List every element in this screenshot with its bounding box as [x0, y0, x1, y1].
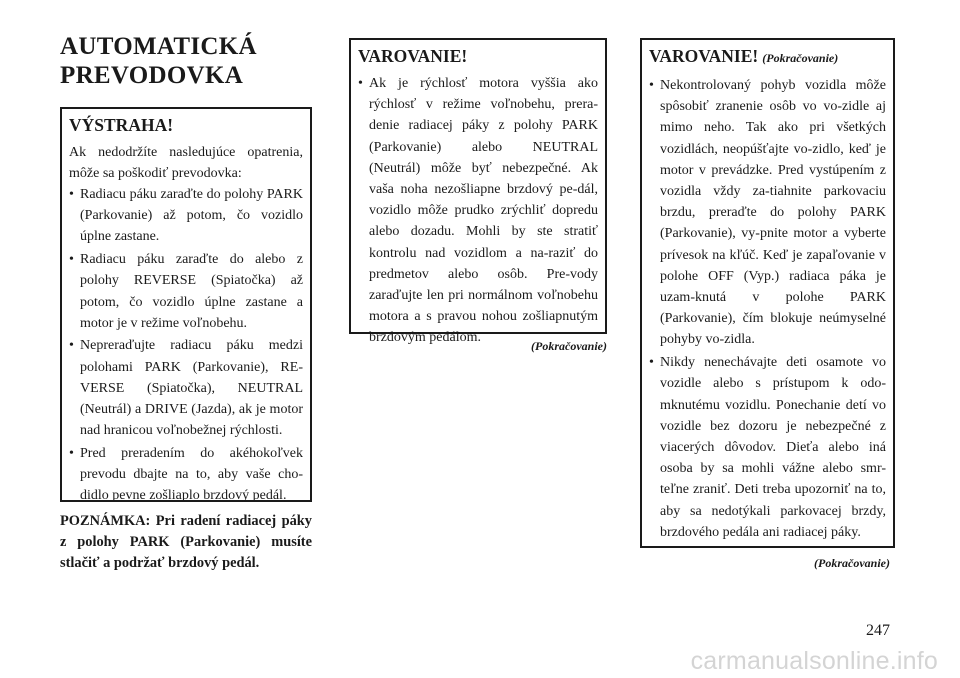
warning-list — [358, 73, 598, 349]
continued-label: (Pokračovanie) — [814, 556, 890, 570]
warning-title: VAROVANIE! — [358, 46, 468, 66]
warning-intro: Ak nedodržíte nasledujúce opatrenia, môže sa poškodiť prevodovka: — [69, 145, 303, 181]
warning-title: VÝSTRAHA! — [69, 115, 174, 135]
warning-list — [649, 75, 886, 543]
warning-title — [649, 46, 886, 69]
page-title-line1: AUTOMATICKÁ — [60, 33, 257, 60]
page-number: 247 — [866, 622, 890, 639]
warning-item: • Radiacu páku zaraďte do alebo z polohy REVERSE (Spiatočka) až potom, čo vozidlo úplne zastane a motor je v režime voľnobehu. — [69, 252, 303, 331]
page-title-line2: PREVODOVKA — [60, 62, 244, 89]
warning-list — [69, 184, 303, 507]
warning-item: • Ak je rýchlosť motora vyššia ako rýchlosť v režime voľnobehu, prera-denie radiacej páky z polohy PARK (Parkovanie) alebo NEUTRAL (Neutrál) môže byť nebezpečné. Ak vaša noha nezošliapne brzdový pe-dál, vozidlo môže prudko zrýchliť dopredu alebo dozadu. Mohli by ste stratiť kontrolu nad vozidlom a na-raziť do predmetov alebo osôb. Pre-vody zaraďujte len pri normálnom voľnobehu motora a s pravou nohou zošliapnutým brzdovým pedálom. — [358, 76, 598, 346]
warning-item: • Radiacu páku zaraďte do polohy PARK (Parkovanie) až potom, čo vozidlo úplne zastane. — [69, 187, 303, 245]
warning-title-text: VAROVANIE! — [649, 46, 759, 66]
continued-label: (Pokračovanie) — [531, 339, 607, 353]
warning-item: • Nekontrolovaný pohyb vozidla môže spôsobiť zranenie osôb vo vo-zidle aj mimo neho. Tak ako pri všetkých vozidlách, neopúšťajte vo-zidlo, keď je motor v prevádzke. Pred vystúpením z vozidla vždy za-tiahnite parkovaciu brzdu, preraďte do polohy PARK (Parkovanie), vy-pnite motor a vyberte prívesok na kľúč. Keď je zapaľovanie v polohe OFF (Vyp.) radiaca páka je uzam-knutá v polohe PARK (Parkovanie), čím blokuje neúmyselné pohyby vo-zidla. — [649, 78, 886, 348]
warning-item: • Nepreraďujte radiacu páku medzi polohami PARK (Parkovanie), RE-VERSE (Spiatočka), NEUTRAL (Neutrál) a DRIVE (Jazda), ak je motor nad hranicou voľnobežnej rýchlosti. — [69, 338, 303, 439]
warning-box-vystraha — [60, 107, 312, 502]
page-title — [60, 32, 257, 90]
warning-box-varovanie-continued — [640, 38, 895, 548]
watermark: carmanualsonline.info — [690, 647, 938, 675]
warning-item: • Pred preradením do akéhokoľvek prevodu dbajte na to, aby vaše cho-didlo pevne zošliaplo brzdový pedál. — [69, 445, 303, 504]
warning-item: • Nikdy nenechávajte deti osamote vo vozidle alebo s prístupom k odo-mknutému vozidlu. Ponechanie detí vo vozidle bez dozoru je nebezpečné z viacerých dôvodov. Dieťa alebo iná osoba by sa mohli vážne alebo smr-teľne zraniť. Deti treba upozorniť na to, aby sa nedotýkali parkovacej brzdy, brzdového pedála ani radiacej páky. — [649, 355, 886, 540]
note-paragraph: POZNÁMKA: Pri radení radiacej páky z polohy PARK (Parkovanie) musíte stlačiť a podržať brzdový pedál. — [60, 513, 312, 571]
warning-title-suffix: (Pokračovanie) — [762, 51, 839, 65]
